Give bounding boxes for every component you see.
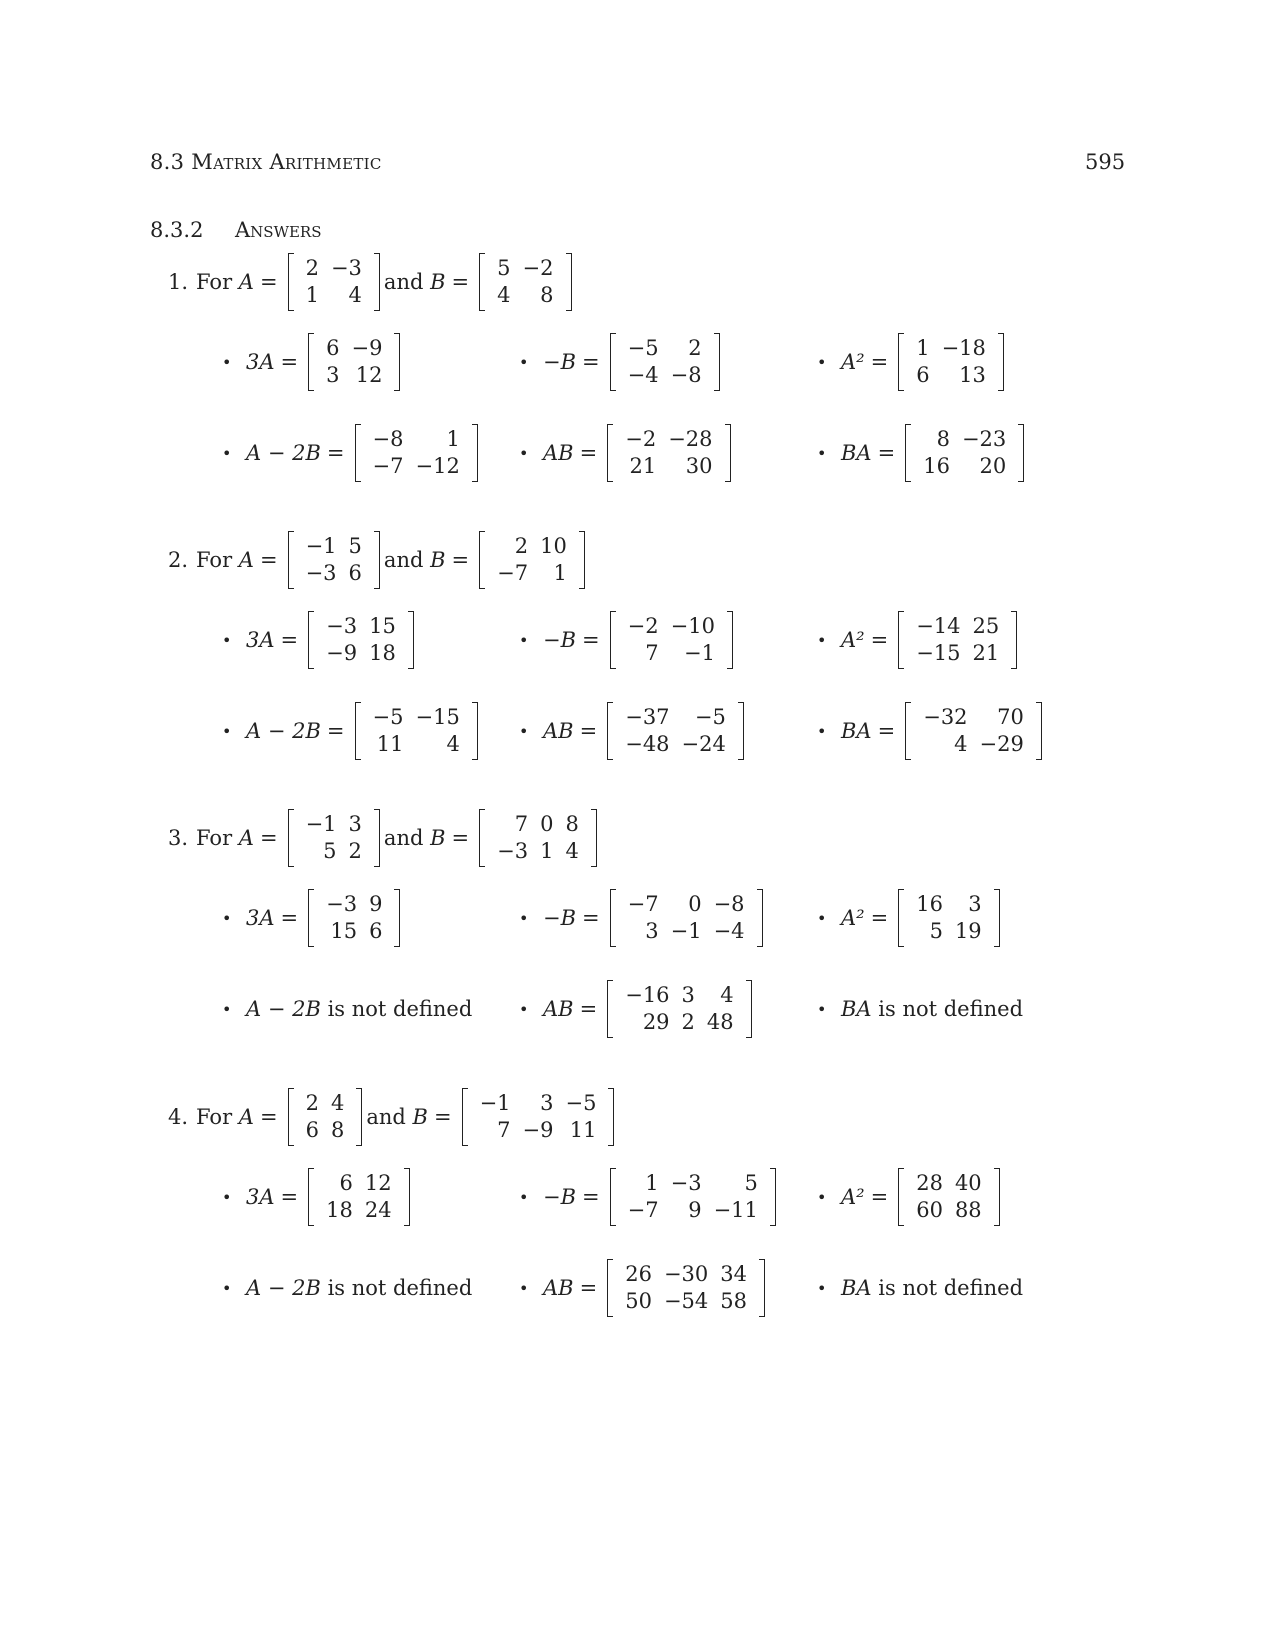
- matrix-entry: 26: [625, 1262, 652, 1286]
- matrix-entry: 12: [364, 1171, 392, 1195]
- matrix-entry: 6: [339, 1171, 353, 1195]
- matrix-entry: −37: [625, 705, 670, 729]
- matrix-entry: −14: [916, 614, 961, 638]
- space: [232, 270, 239, 294]
- answer-matrix: [898, 1170, 999, 1224]
- bullet-icon: •: [519, 999, 529, 1019]
- matrix-entry: 3: [326, 363, 340, 387]
- space: [232, 548, 239, 572]
- matrix-entry: 40: [954, 1171, 982, 1195]
- equals-sign: =: [579, 997, 598, 1021]
- bullet-icon: •: [519, 352, 529, 372]
- matrix-entry: −7: [372, 454, 404, 478]
- answer-label: A − 2B: [246, 719, 321, 743]
- answer-label: 3A: [246, 350, 275, 374]
- matrix-b-name: B: [412, 1105, 428, 1129]
- matrix-entry: −1: [479, 1091, 511, 1115]
- and-word: and: [383, 548, 424, 572]
- bullet-icon: •: [222, 1187, 232, 1207]
- answer-label: AB: [543, 719, 574, 743]
- matrix-entry: 18: [326, 1198, 353, 1222]
- equals-sign: =: [582, 350, 600, 374]
- matrix-entry: −30: [663, 1262, 709, 1286]
- matrix-entry: −18: [941, 336, 986, 360]
- equals-sign: =: [451, 826, 470, 850]
- matrix-entry: 5: [323, 839, 337, 863]
- equals-sign: =: [870, 1185, 889, 1209]
- matrix-entry: −8: [372, 427, 404, 451]
- matrix-entry: 1: [645, 1171, 659, 1195]
- matrix-entry: −2: [522, 256, 554, 280]
- matrix-entry: 21: [629, 454, 657, 478]
- bullet-icon: •: [817, 1187, 827, 1207]
- matrix-entry: 58: [720, 1289, 748, 1313]
- matrix-entry: −1: [683, 641, 715, 665]
- answer-matrix: [905, 704, 1042, 758]
- space: [406, 1105, 413, 1129]
- matrix-entry: 4: [348, 283, 362, 307]
- matrix-entry: −24: [681, 732, 726, 756]
- equals-sign: =: [582, 1185, 600, 1209]
- equals-sign: =: [582, 906, 600, 930]
- matrix-entry: 24: [364, 1198, 392, 1222]
- section-heading: [150, 218, 322, 242]
- and-word: and: [366, 1105, 406, 1129]
- answer-item: [222, 1276, 472, 1300]
- matrix-entry: 2: [514, 534, 529, 558]
- matrix-entry: 15: [369, 614, 396, 638]
- answer-matrix: [308, 891, 400, 945]
- matrix-entry: 11: [569, 1118, 597, 1142]
- matrix-entry: 4: [720, 983, 734, 1007]
- answer-item: [222, 426, 482, 480]
- page-number: 595: [1085, 150, 1126, 174]
- matrix-entry: 4: [954, 732, 968, 756]
- matrix-entry: 2: [305, 1091, 319, 1115]
- matrix-entry: −5: [565, 1091, 597, 1115]
- equals-sign: =: [579, 719, 598, 743]
- matrix-entry: 6: [916, 363, 930, 387]
- matrix-entry: −2: [627, 614, 659, 638]
- matrix-a-name: A: [238, 1105, 254, 1129]
- matrix-entry: 1: [446, 427, 460, 451]
- for-word: For: [196, 548, 233, 572]
- answer-matrix: [355, 704, 478, 758]
- answer-item: [222, 704, 482, 758]
- answer-label: −B: [543, 1185, 577, 1209]
- matrix-entry: 2: [688, 336, 702, 360]
- matrix-entry: −7: [497, 561, 529, 585]
- answer-label: AB: [543, 1276, 574, 1300]
- for-word: For: [196, 826, 233, 850]
- matrix-b: [479, 811, 597, 865]
- matrix-entry: 3: [968, 892, 982, 916]
- equals-sign: =: [259, 1105, 278, 1129]
- matrix-entry: 25: [972, 614, 1000, 638]
- matrix-entry: −1: [305, 534, 337, 558]
- answer-item: [519, 613, 737, 667]
- bullet-icon: •: [519, 1278, 529, 1298]
- for-word: For: [196, 270, 233, 294]
- answer-matrix: [898, 613, 1017, 667]
- not-defined-text: is not defined: [871, 1276, 1024, 1300]
- not-defined-text: is not defined: [320, 1276, 473, 1300]
- matrix-entry: 9: [369, 892, 383, 916]
- matrix-entry: 12: [355, 363, 383, 387]
- matrix-entry: 16: [916, 892, 943, 916]
- bullet-icon: •: [817, 352, 827, 372]
- matrix-a-name: A: [238, 548, 254, 572]
- problem-statement: [168, 1090, 618, 1144]
- answer-label: AB: [543, 441, 574, 465]
- matrix-entry: 34: [720, 1262, 748, 1286]
- matrix-entry: 2: [348, 839, 362, 863]
- answer-matrix: [308, 1170, 409, 1224]
- matrix-entry: −8: [713, 892, 745, 916]
- matrix-entry: −8: [670, 363, 702, 387]
- matrix-entry: 7: [514, 812, 529, 836]
- problem-number: 3.: [168, 826, 189, 850]
- matrix-entry: 6: [305, 1118, 319, 1142]
- equals-sign: =: [259, 548, 278, 572]
- matrix-entry: −3: [326, 892, 358, 916]
- answer-item: [817, 891, 1004, 945]
- matrix-entry: −7: [627, 1198, 659, 1222]
- matrix-entry: 5: [744, 1171, 758, 1195]
- matrix-entry: −3: [305, 561, 337, 585]
- matrix-entry: −1: [670, 919, 702, 943]
- matrix-entry: −48: [625, 732, 670, 756]
- matrix-entry: 8: [540, 283, 554, 307]
- equals-sign: =: [259, 270, 278, 294]
- answer-label: BA: [841, 441, 872, 465]
- and-word: and: [383, 826, 424, 850]
- answer-label: −B: [543, 350, 577, 374]
- bullet-icon: •: [222, 721, 232, 741]
- answer-item: [519, 1170, 780, 1224]
- matrix-entry: −16: [625, 983, 670, 1007]
- equals-sign: =: [870, 628, 889, 652]
- answer-matrix: [610, 613, 733, 667]
- matrix-entry: −15: [415, 705, 460, 729]
- problem-number: 1.: [168, 270, 189, 294]
- matrix-entry: 0: [688, 892, 702, 916]
- answer-label: BA: [841, 997, 872, 1021]
- answer-matrix: [610, 1170, 776, 1224]
- matrix-entry: −3: [670, 1171, 702, 1195]
- answer-label: A − 2B: [246, 441, 321, 465]
- matrix-entry: 30: [685, 454, 713, 478]
- bullet-icon: •: [817, 908, 827, 928]
- answer-label: 3A: [246, 628, 275, 652]
- equals-sign: =: [433, 1105, 452, 1129]
- matrix-entry: 10: [540, 534, 567, 558]
- bullet-icon: •: [222, 352, 232, 372]
- bullet-icon: •: [222, 443, 232, 463]
- matrix-entry: 3: [540, 1091, 554, 1115]
- answer-matrix: [308, 335, 400, 389]
- matrix-entry: 2: [305, 256, 319, 280]
- matrix-a: [288, 255, 380, 309]
- matrix-entry: 28: [916, 1171, 943, 1195]
- matrix-b: [479, 255, 571, 309]
- matrix-a-name: A: [238, 270, 254, 294]
- problem-statement: [168, 533, 589, 587]
- bullet-icon: •: [817, 721, 827, 741]
- bullet-icon: •: [519, 721, 529, 741]
- answer-item: [222, 613, 418, 667]
- equals-sign: =: [870, 906, 889, 930]
- answer-label: −B: [543, 628, 577, 652]
- matrix-entry: 21: [972, 641, 1000, 665]
- equals-sign: =: [582, 628, 600, 652]
- answer-label: 3A: [246, 1185, 275, 1209]
- matrix-entry: 5: [348, 534, 362, 558]
- matrix-entry: −3: [330, 256, 362, 280]
- problem-number: 4.: [168, 1105, 189, 1129]
- answer-label: AB: [543, 997, 574, 1021]
- matrix-entry: −28: [668, 427, 713, 451]
- bullet-icon: •: [817, 999, 827, 1019]
- answer-matrix: [355, 426, 478, 480]
- matrix-b-name: B: [430, 548, 446, 572]
- equals-sign: =: [579, 441, 598, 465]
- matrix-entry: 4: [330, 1091, 345, 1115]
- matrix-entry: −9: [326, 641, 358, 665]
- matrix-entry: −4: [713, 919, 745, 943]
- matrix-entry: −9: [351, 336, 383, 360]
- answer-item: [519, 1261, 769, 1315]
- matrix-entry: 11: [376, 732, 404, 756]
- answer-label: A − 2B: [246, 997, 321, 1021]
- matrix-entry: 6: [326, 336, 340, 360]
- bullet-icon: •: [222, 1278, 232, 1298]
- equals-sign: =: [280, 1185, 299, 1209]
- matrix-a: [288, 1090, 363, 1144]
- matrix-entry: 5: [497, 256, 511, 280]
- matrix-entry: 60: [916, 1198, 943, 1222]
- answer-label: A²: [841, 1185, 865, 1209]
- equals-sign: =: [451, 548, 470, 572]
- matrix-entry: 4: [497, 283, 511, 307]
- matrix-entry: −7: [627, 892, 659, 916]
- answer-matrix: [898, 335, 1004, 389]
- matrix-entry: 4: [565, 839, 579, 863]
- problem-statement: [168, 255, 576, 309]
- section-title: Answers: [235, 218, 322, 242]
- matrix-entry: −10: [670, 614, 715, 638]
- answer-label: A²: [841, 350, 865, 374]
- answer-matrix: [905, 426, 1024, 480]
- answer-label: A²: [841, 628, 865, 652]
- answer-item: [817, 426, 1028, 480]
- matrix-entry: −12: [415, 454, 460, 478]
- answer-item: [519, 335, 724, 389]
- matrix-entry: −1: [305, 812, 337, 836]
- equals-sign: =: [579, 1276, 598, 1300]
- bullet-icon: •: [817, 443, 827, 463]
- matrix-entry: 3: [645, 919, 659, 943]
- equals-sign: =: [451, 270, 470, 294]
- matrix-entry: −9: [522, 1118, 554, 1142]
- equals-sign: =: [326, 441, 345, 465]
- matrix-b-name: B: [430, 826, 446, 850]
- problem-statement: [168, 811, 601, 865]
- answer-matrix: [308, 613, 414, 667]
- matrix-entry: 3: [348, 812, 362, 836]
- bullet-icon: •: [817, 630, 827, 650]
- answer-item: [817, 997, 1023, 1021]
- equals-sign: =: [877, 719, 896, 743]
- answer-item: [519, 426, 735, 480]
- matrix-entry: 8: [565, 812, 579, 836]
- matrix-entry: −5: [372, 705, 404, 729]
- matrix-entry: 8: [936, 427, 950, 451]
- answer-item: [519, 891, 767, 945]
- answer-item: [519, 982, 756, 1036]
- answer-item: [817, 613, 1021, 667]
- matrix-entry: 6: [369, 919, 383, 943]
- answer-item: [519, 704, 748, 758]
- not-defined-text: is not defined: [871, 997, 1024, 1021]
- matrix-entry: 19: [954, 919, 982, 943]
- matrix-entry: 7: [497, 1118, 511, 1142]
- space: [232, 826, 239, 850]
- equals-sign: =: [280, 628, 299, 652]
- matrix-entry: −54: [663, 1289, 709, 1313]
- space: [232, 1105, 239, 1129]
- equals-sign: =: [877, 441, 896, 465]
- answer-matrix: [607, 426, 730, 480]
- answer-item: [817, 335, 1008, 389]
- equals-sign: =: [326, 719, 345, 743]
- matrix-entry: 70: [997, 705, 1024, 729]
- matrix-b: [479, 533, 585, 587]
- equals-sign: =: [280, 906, 299, 930]
- matrix-entry: 48: [706, 1010, 734, 1034]
- matrix-entry: −11: [713, 1198, 758, 1222]
- matrix-entry: −5: [694, 705, 726, 729]
- matrix-entry: 9: [688, 1198, 702, 1222]
- matrix-entry: 1: [540, 839, 554, 863]
- answer-matrix: [898, 891, 999, 945]
- answer-item: [222, 891, 404, 945]
- matrix-entry: −3: [497, 839, 529, 863]
- matrix-entry: −4: [627, 363, 659, 387]
- matrix-a-name: A: [238, 826, 254, 850]
- bullet-icon: •: [222, 999, 232, 1019]
- not-defined-text: is not defined: [320, 997, 473, 1021]
- running-head: 8.3 Matrix Arithmetic: [150, 150, 382, 174]
- matrix-entry: −2: [625, 427, 657, 451]
- answer-matrix: [607, 1261, 765, 1315]
- answer-label: BA: [841, 1276, 872, 1300]
- and-word: and: [383, 270, 424, 294]
- bullet-icon: •: [817, 1278, 827, 1298]
- matrix-entry: 1: [916, 336, 930, 360]
- equals-sign: =: [259, 826, 278, 850]
- matrix-entry: 20: [979, 454, 1007, 478]
- matrix-entry: 15: [330, 919, 358, 943]
- matrix-entry: 0: [540, 812, 554, 836]
- matrix-entry: −3: [326, 614, 358, 638]
- matrix-entry: 1: [553, 561, 567, 585]
- for-word: For: [196, 1105, 233, 1129]
- matrix-entry: 13: [959, 363, 986, 387]
- bullet-icon: •: [222, 908, 232, 928]
- matrix-entry: 6: [348, 561, 362, 585]
- section-number: 8.3.2: [150, 218, 204, 242]
- bullet-icon: •: [519, 443, 529, 463]
- answer-item: [817, 1170, 1004, 1224]
- answer-matrix: [607, 704, 744, 758]
- matrix-entry: 8: [330, 1118, 345, 1142]
- matrix-a: [288, 533, 380, 587]
- bullet-icon: •: [222, 630, 232, 650]
- matrix-entry: 5: [929, 919, 943, 943]
- equals-sign: =: [280, 350, 299, 374]
- answer-item: [817, 704, 1046, 758]
- matrix-entry: 1: [305, 283, 319, 307]
- matrix-entry: −32: [923, 705, 968, 729]
- matrix-entry: 50: [625, 1289, 652, 1313]
- matrix-entry: 2: [681, 1010, 695, 1034]
- answer-item: [222, 335, 404, 389]
- matrix-entry: 29: [642, 1010, 670, 1034]
- equals-sign: =: [870, 350, 889, 374]
- bullet-icon: •: [519, 1187, 529, 1207]
- matrix-entry: 3: [681, 983, 695, 1007]
- matrix-entry: 4: [446, 732, 460, 756]
- answer-item: [222, 997, 472, 1021]
- answer-label: A²: [841, 906, 865, 930]
- bullet-icon: •: [519, 630, 529, 650]
- answer-label: BA: [841, 719, 872, 743]
- matrix-entry: 7: [645, 641, 659, 665]
- matrix-a: [288, 811, 380, 865]
- answer-item: [817, 1276, 1023, 1300]
- answer-label: −B: [543, 906, 577, 930]
- answer-matrix: [610, 891, 763, 945]
- answer-item: [222, 1170, 414, 1224]
- matrix-entry: −5: [627, 336, 659, 360]
- matrix-b-name: B: [430, 270, 446, 294]
- matrix-entry: 16: [923, 454, 950, 478]
- problem-number: 2.: [168, 548, 189, 572]
- answer-label: 3A: [246, 906, 275, 930]
- matrix-entry: −15: [916, 641, 961, 665]
- answer-matrix: [607, 982, 751, 1036]
- answer-matrix: [610, 335, 720, 389]
- matrix-entry: −29: [979, 732, 1024, 756]
- answer-label: A − 2B: [246, 1276, 321, 1300]
- matrix-entry: −23: [961, 427, 1007, 451]
- matrix-entry: 88: [954, 1198, 982, 1222]
- matrix-b: [462, 1090, 615, 1144]
- matrix-entry: 18: [369, 641, 396, 665]
- bullet-icon: •: [519, 908, 529, 928]
